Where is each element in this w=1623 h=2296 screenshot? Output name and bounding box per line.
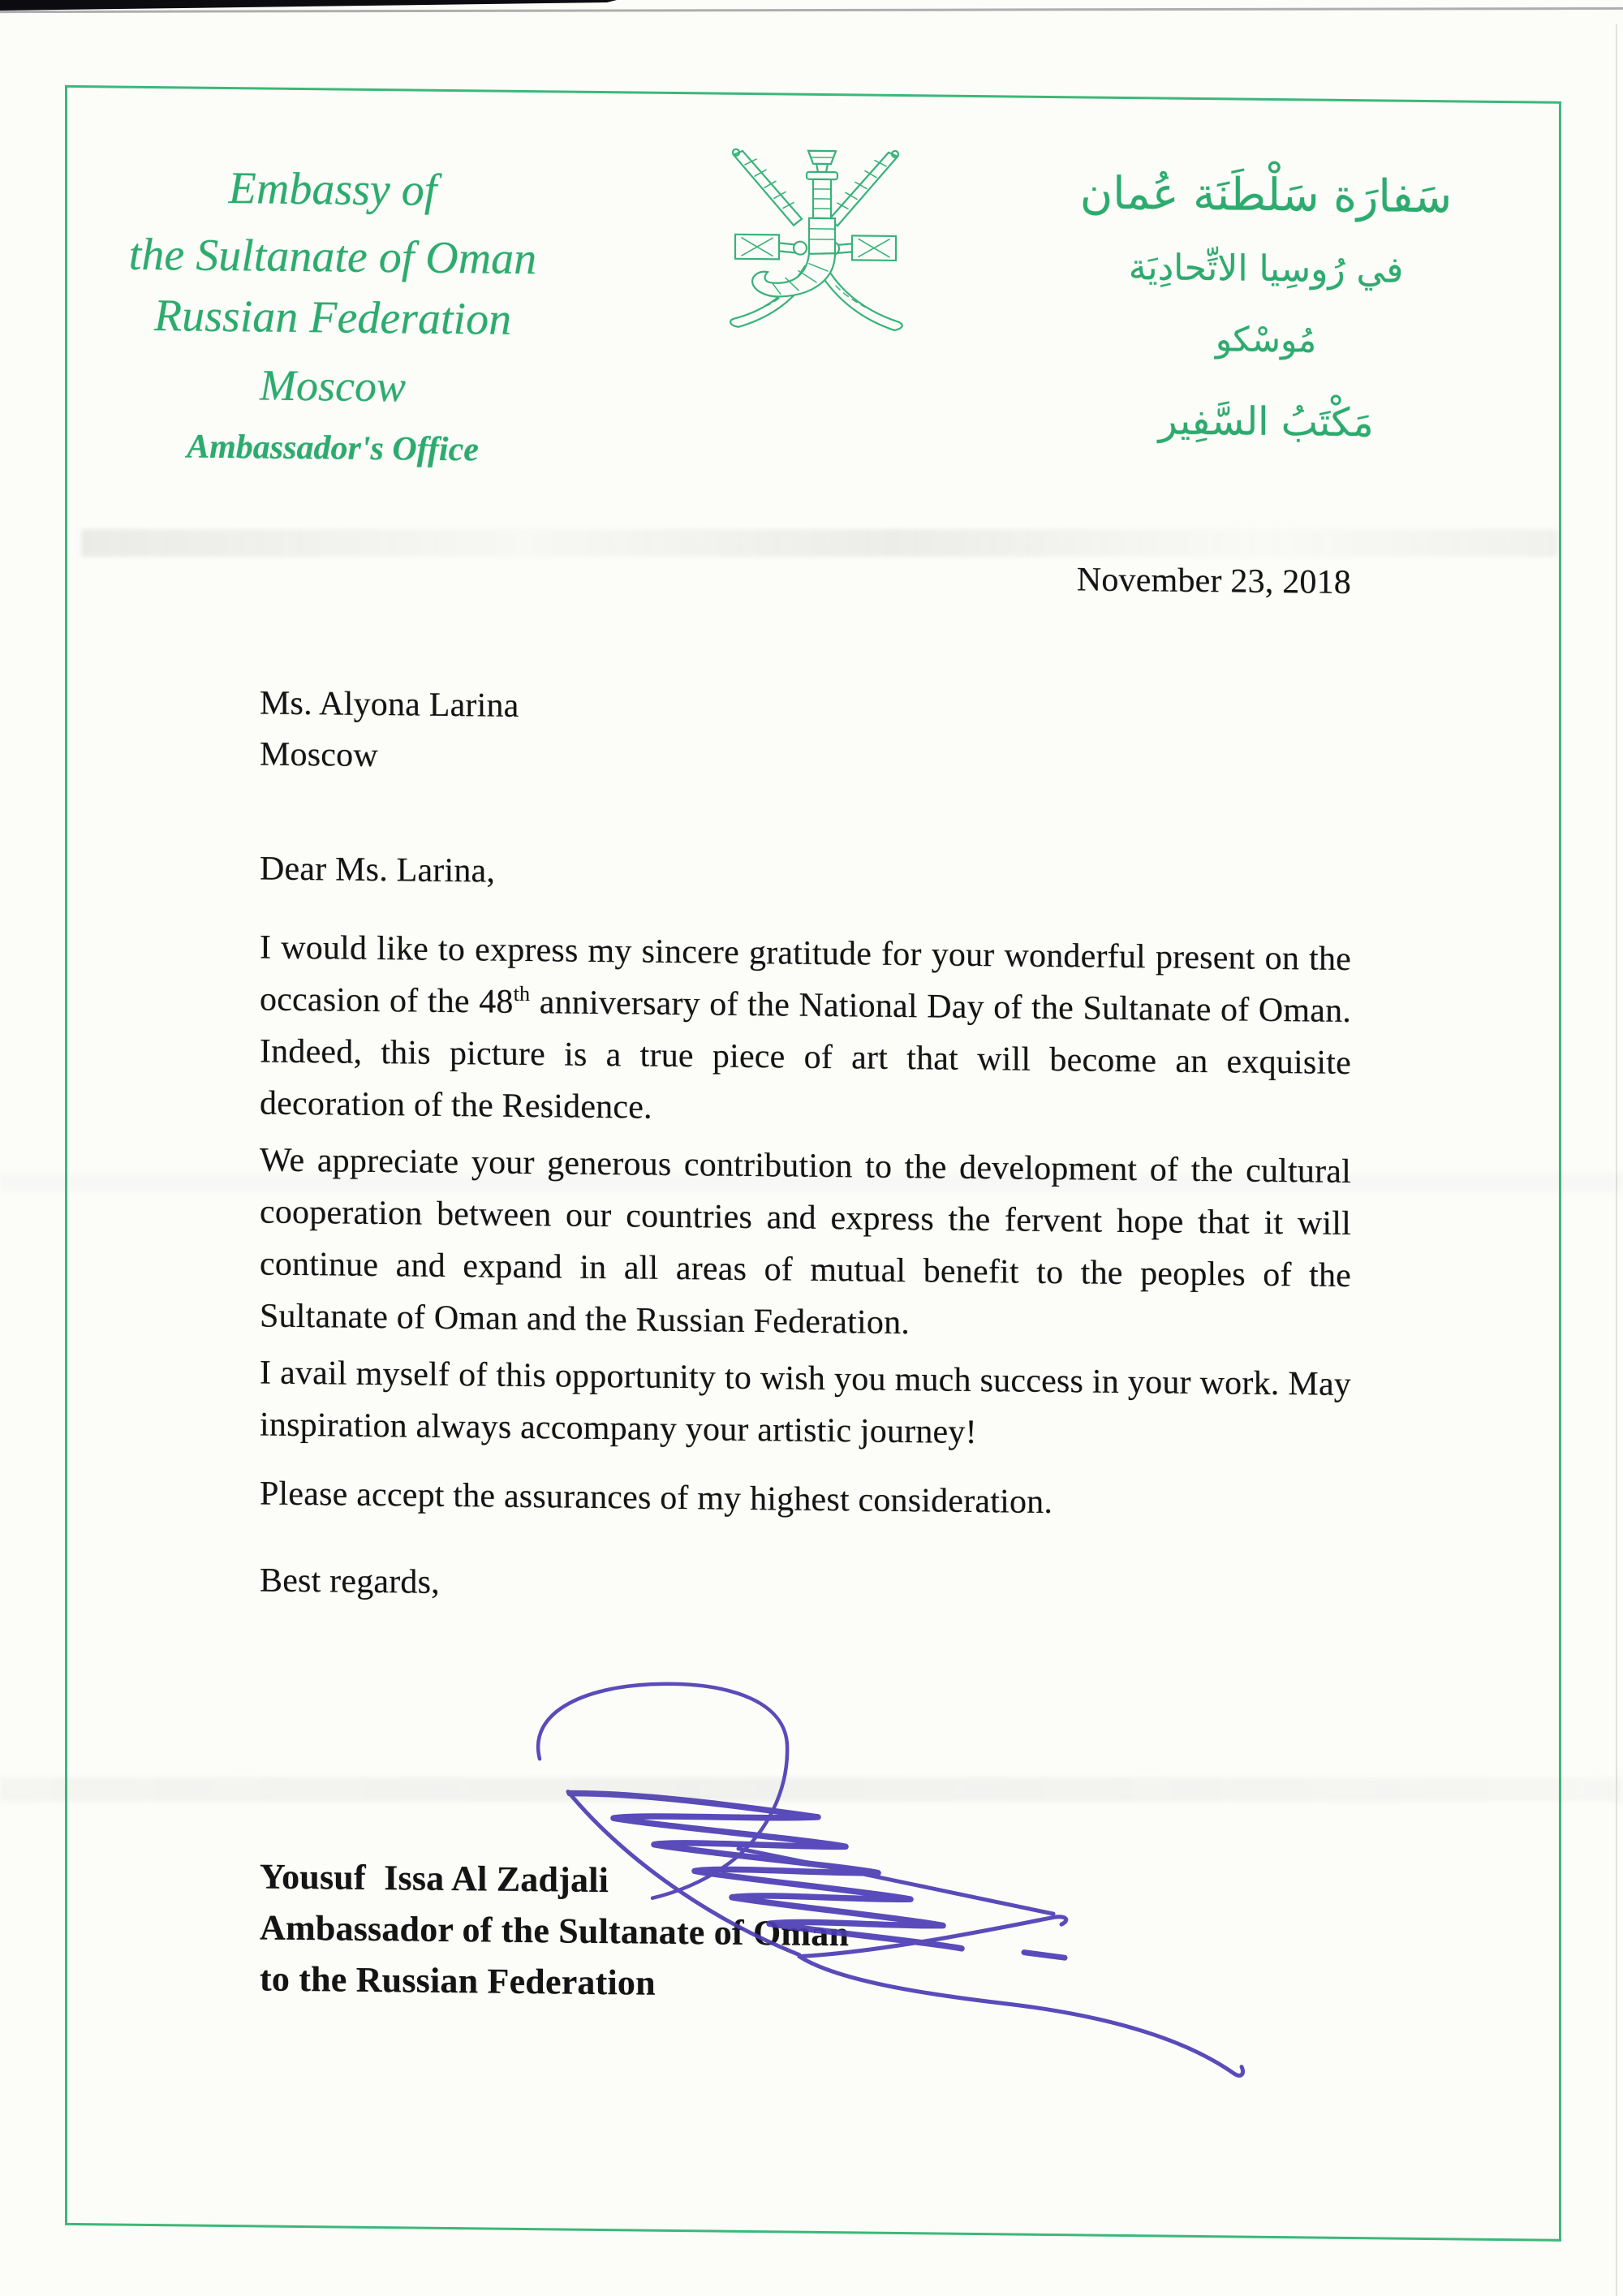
salutation: Dear Ms. Larina, bbox=[260, 850, 496, 890]
letterhead-line: the Sultanate of Oman bbox=[128, 229, 537, 285]
letterhead-office-line: Ambassador's Office bbox=[187, 428, 479, 469]
signatory-title: Ambassador of the Sultanate of Oman bbox=[260, 1907, 850, 1954]
letterhead-arabic-line: مَكْتَبُ السَّفِير bbox=[1158, 398, 1374, 446]
paragraph: Please accept the assurances of my highest consideration. bbox=[260, 1475, 1053, 1522]
paragraph-text: I would like to express my sincere gratitude for your wonderful present on the occasion of the 48 bbox=[260, 928, 1351, 1021]
recipient-name: Ms. Alyona Larina bbox=[260, 684, 519, 725]
letterhead-line: Embassy of bbox=[228, 163, 437, 216]
letterhead-line: Russian Federation bbox=[153, 291, 512, 345]
ordinal-superscript: th bbox=[513, 981, 531, 1006]
oman-emblem-icon bbox=[714, 147, 917, 352]
letter-date: November 23, 2018 bbox=[1076, 561, 1351, 602]
scan-edge-shadow bbox=[1616, 24, 1617, 2296]
signatory-title: to the Russian Federation bbox=[260, 1958, 656, 2003]
letterhead-arabic-line: سَفارَة سَلْطَنَة عُمان bbox=[1079, 166, 1453, 223]
paragraph: We appreciate your generous contribution to the development of the cultural cooperation between our countries and express the fervent hope that it will continue and expand in all areas of mutual benefit to the peoples of the Sultanate of Oman and the Russian Federation. bbox=[260, 1141, 1351, 1342]
paragraph bbox=[260, 921, 1351, 1141]
letterhead-line: Moscow bbox=[260, 360, 406, 411]
paragraph-text: anniversary of the National Day of the Sultanate of Oman. Indeed, this picture is a true piece of art that will become an exquisite decoration of the Residence. bbox=[260, 984, 1351, 1126]
recipient-city: Moscow bbox=[260, 735, 378, 775]
signature-block bbox=[260, 1850, 1351, 2016]
paragraph: I avail myself of this opportunity to wish you much success in your work. May inspiration always accompany your artistic journey! bbox=[260, 1354, 1351, 1452]
letterhead-arabic-line: في رُوسِيا الاتِّحادِيَة bbox=[1128, 247, 1404, 291]
signatory-name: Yousuf Issa Al Zadjali bbox=[260, 1856, 609, 1901]
recipient-block bbox=[260, 678, 1351, 792]
closing: Best regards, bbox=[260, 1562, 440, 1601]
letterhead-arabic-line: مُوسْكو bbox=[1215, 319, 1317, 360]
